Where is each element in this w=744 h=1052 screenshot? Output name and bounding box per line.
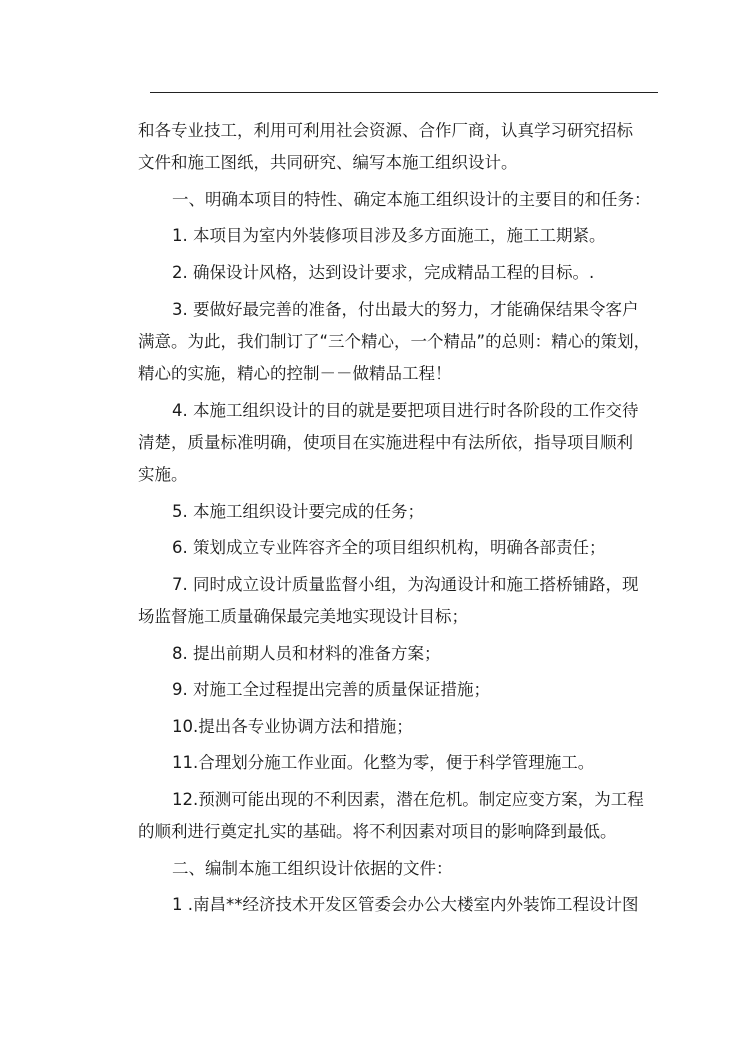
text-line: 实施。 bbox=[138, 464, 188, 484]
text-line: 一、明确本项目的特性、确定本施工组织设计的主要目的和任务： bbox=[172, 189, 651, 209]
text-line: 11.合理划分施工作业面。化整为零，便于科学管理施工。 bbox=[172, 753, 595, 773]
text-line: 清楚，质量标准明确，使项目在实施进程中有法所依，指导项目顺利 bbox=[138, 432, 633, 452]
text-line: 3. 要做好最完善的准备，付出最大的努力，才能确保结果令客户 bbox=[172, 299, 639, 319]
text-line: 场监督施工质量确保最完美地实现设计目标； bbox=[138, 606, 468, 626]
text-line: 1. 本项目为室内外装修项目涉及多方面施工，施工工期紧。 bbox=[172, 226, 606, 246]
text-line: 4. 本施工组织设计的目的就是要把项目进行时各阶段的工作交待 bbox=[172, 400, 639, 420]
paragraph bbox=[138, 220, 674, 252]
text-line: 满意。为此，我们制订了“三个精心，一个精品”的总则：精心的策划， bbox=[138, 331, 651, 351]
text-line: 和各专业技工，利用可利用社会资源、合作厂商，认真学习研究招标 bbox=[138, 121, 633, 140]
document-body bbox=[138, 115, 674, 926]
text-line: 7. 同时成立设计质量监督小组，为沟通设计和施工搭桥铺路，现 bbox=[172, 574, 639, 594]
text-line: 8. 提出前期人员和材料的准备方案； bbox=[172, 643, 441, 663]
text-line: 的顺利进行奠定扎实的基础。将不利因素对项目的影响降到最低。 bbox=[138, 822, 617, 842]
paragraph bbox=[138, 784, 674, 848]
text-line: 1 .南昌**经济技术开发区管委会办公大楼室内外装饰工程设计图 bbox=[172, 895, 639, 915]
text-line: 2. 确保设计风格，达到设计要求，完成精品工程的目标。. bbox=[172, 262, 595, 282]
header-rule bbox=[150, 92, 658, 93]
text-line: 5. 本施工组织设计要完成的任务； bbox=[172, 501, 424, 521]
paragraph bbox=[138, 115, 674, 179]
text-line: 10.提出各专业协调方法和措施； bbox=[172, 716, 413, 736]
text-line: 文件和施工图纸，共同研究、编写本施工组织设计。 bbox=[138, 153, 518, 173]
paragraph bbox=[138, 294, 674, 391]
paragraph bbox=[138, 674, 674, 706]
text-line: 12.预测可能出现的不利因素，潜在危机。制定应变方案，为工程 bbox=[172, 789, 644, 809]
text-line: 6. 策划成立专业阵容齐全的项目组织机构，明确各部责任； bbox=[172, 538, 606, 558]
paragraph bbox=[138, 889, 674, 921]
paragraph bbox=[138, 496, 674, 528]
paragraph bbox=[138, 569, 674, 633]
text-line: 9. 对施工全过程提出完善的质量保证措施； bbox=[172, 680, 490, 700]
paragraph bbox=[138, 257, 674, 289]
paragraph bbox=[138, 853, 674, 885]
text-line: 二、编制本施工组织设计依据的文件： bbox=[172, 858, 453, 878]
text-line: 精心的实施，精心的控制－－做精品工程！ bbox=[138, 363, 452, 383]
paragraph bbox=[138, 638, 674, 670]
paragraph bbox=[138, 184, 674, 216]
paragraph bbox=[138, 532, 674, 564]
paragraph bbox=[138, 711, 674, 743]
paragraph bbox=[138, 747, 674, 779]
paragraph bbox=[138, 395, 674, 492]
